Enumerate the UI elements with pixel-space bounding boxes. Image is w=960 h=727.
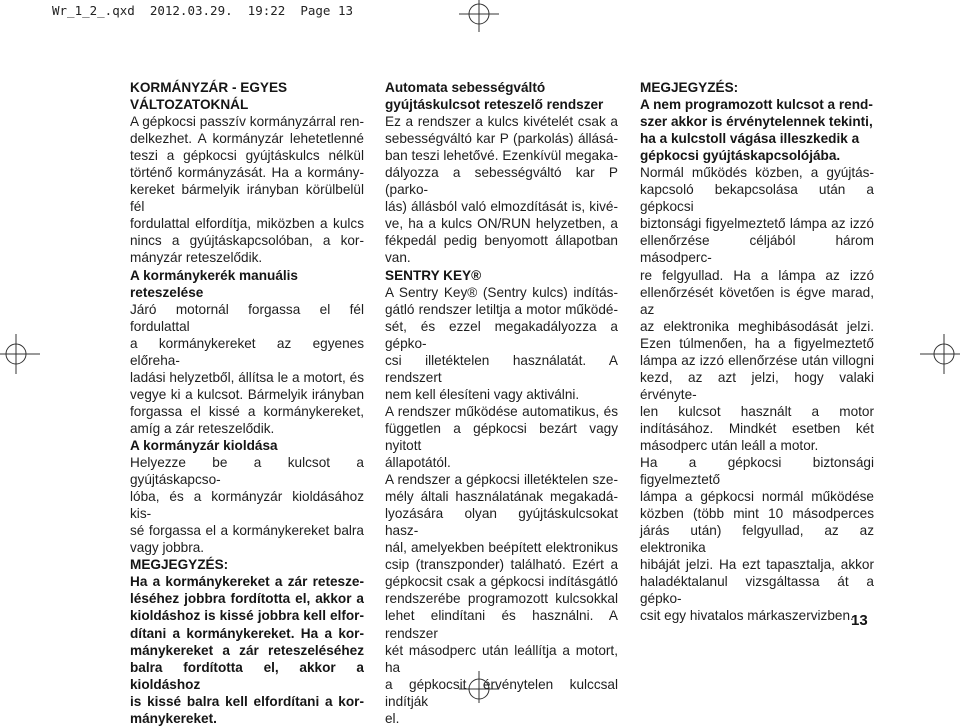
body-line: sét, és ezzel megakadályozza a gépko- <box>385 318 618 351</box>
body-line: mányzár reteszelődik. <box>130 250 263 266</box>
body-line: független a gépkocsi bezárt vagy nyitott <box>385 420 618 453</box>
body-line: a kormánykereket az egyenes előreha- <box>130 335 364 368</box>
body-line: lás) állásból való elmozdítását is, kivé- <box>385 199 618 215</box>
heading-line: balra fordította el, akkor a kioldáshoz <box>130 659 364 692</box>
body-line: közben (több mint 10 másodperces <box>640 506 874 522</box>
body-line: Járó motornál forgassa el fél fordulattal <box>130 301 364 334</box>
body-line: nem kell élesíteni vagy aktiválni. <box>385 386 580 402</box>
registration-mark-left <box>0 330 40 378</box>
heading-line: gyújtáskulcsot reteszelő rendszer <box>385 97 604 113</box>
heading-line: is kissé balra kell elfordítani a kor- <box>130 693 364 709</box>
body-line: lóba, és a kormányzár kioldásához kis- <box>130 489 364 522</box>
heading-line: MEGJEGYZÉS: <box>640 80 739 95</box>
body-line: ve, ha a kulcs ON/RUN helyzetben, a <box>385 216 618 232</box>
heading-line: A kormánykerék manuális <box>130 267 298 283</box>
body-line: Ezen túlmenően, ha a figyelmeztető <box>640 335 874 351</box>
body-line: Ez a rendszer a kulcs kivételét csak a <box>385 114 618 130</box>
body-line: lehet elindítani és használni. A rendszer <box>385 608 618 641</box>
body-line: nincs a gyújtáskapcsolóban, a kor- <box>130 233 364 249</box>
body-line: csi illetéktelen használatát. A rendszert <box>385 352 618 385</box>
heading-line: gépkocsi gyújtáskapcsolójába. <box>640 148 841 164</box>
heading-line: ha a kulcstoll vágása illeszkedik a <box>640 131 860 147</box>
body-line: csip (transzponder) található. Ezért a <box>385 557 618 573</box>
body-line: ladási helyzetből, állítsa le a motort, és <box>130 369 364 385</box>
heading-line: Ha a kormánykereket a zár retesze- <box>130 574 364 590</box>
body-line: járás után) felgyullad, az az elektronika <box>640 523 874 556</box>
body-line: lámpa az izzó ellenőrzése után villogni <box>640 352 874 368</box>
text-column-left <box>130 79 364 727</box>
body-line: A Sentry Key® (Sentry kulcs) indítás- <box>385 284 618 300</box>
body-line: rendszerébe programozott kulcsokkal <box>385 591 618 607</box>
body-line: gépkocsit csak a gépkocsi indításgátló <box>385 574 618 590</box>
body-line: fékpedál pedig benyomott állapotban <box>385 233 618 249</box>
text-column-middle <box>385 79 618 727</box>
body-line: biztonsági figyelmeztető lámpa az izzó <box>640 216 874 232</box>
body-line: dályozza a sebességváltó kar P (parko- <box>385 165 618 198</box>
body-line: vegye ki a kulcsot. Bármelyik irányban <box>130 386 364 402</box>
heading-line: MEGJEGYZÉS: <box>130 557 229 573</box>
body-line: kezd, az azt jelzi, hogy valaki érvényte- <box>640 369 874 402</box>
body-line: A rendszer működése automatikus, és <box>385 403 618 419</box>
body-line: forgassa el kissé a kormánykereket, <box>130 403 364 419</box>
body-line: Helyezze be a kulcsot a gyújtáskapcso- <box>130 455 364 488</box>
body-line: sebességváltó kar P (parkolás) állásá- <box>385 131 618 147</box>
body-line: ban teszi lehetővé. Ezenkívül megaka- <box>385 148 618 164</box>
heading-line: VÁLTOZATOKNÁL <box>130 97 249 113</box>
body-line: amíg a zár reteszelődik. <box>130 420 275 436</box>
body-line: A rendszer a gépkocsi illetéktelen sze- <box>385 472 618 488</box>
body-line: Normál működés közben, a gyújtás- <box>640 165 874 181</box>
page-number: 13 <box>851 612 868 629</box>
body-line: van. <box>385 250 411 266</box>
body-line: kapcsoló bekapcsolása után a gépkocsi <box>640 182 874 215</box>
heading-line: KORMÁNYZÁR - EGYES <box>130 80 288 95</box>
body-line: lámpa a gépkocsi normál működése <box>640 489 874 505</box>
body-line: hibáját jelzi. Ha ezt tapasztalja, akkor <box>640 557 874 573</box>
heading-line: kioldáshoz is kissé jobbra kell elfor- <box>130 608 364 624</box>
body-line: indításához. Mindkét esetben két <box>640 420 874 436</box>
body-line: vagy jobbra. <box>130 540 205 556</box>
body-line: sé forgassa el a kormánykereket balra <box>130 523 364 539</box>
body-line: haladéktalanul vizsgáltassa át a gépko- <box>640 574 874 607</box>
body-line: történő kormányzását. Ha a kormány- <box>130 165 364 181</box>
body-line: len kulcsot használt a motor <box>640 403 874 419</box>
body-line: teszi a gépkocsi gyújtáskulcs nélkül <box>130 148 364 164</box>
body-line: mély általi használatának megakadá- <box>385 489 618 505</box>
heading-line: A kormányzár kioldása <box>130 437 278 453</box>
text-column-right <box>640 79 874 625</box>
body-line: a gépkocsit érvénytelen kulccsal indítják <box>385 676 618 709</box>
body-line: lyozására olyan gyújtáskulcsokat hasz- <box>385 506 618 539</box>
heading-line: léséhez jobbra fordította el, akkor a <box>130 591 364 607</box>
registration-mark-right <box>920 330 960 378</box>
body-line: A gépkocsi passzív kormányzárral ren- <box>130 114 364 130</box>
body-line: az elektronika meghibásodását jelzi. <box>640 318 874 334</box>
heading-line: Automata sebességváltó <box>385 80 546 95</box>
registration-mark-top <box>455 0 503 32</box>
heading-line: mánykereket a zár reteszeléséhez <box>130 642 364 658</box>
heading-line: SENTRY KEY® <box>385 267 482 283</box>
heading-line: dítani a kormánykereket. Ha a kor- <box>130 625 364 641</box>
body-line: gátló rendszer letiltja a motor működé- <box>385 301 618 317</box>
body-line: el. <box>385 710 400 726</box>
body-line: ellenőrzése céljából három másodperc- <box>640 233 874 266</box>
body-line: állapotától. <box>385 455 451 471</box>
body-line: fordulattal elfordítja, miközben a kulcs <box>130 216 364 232</box>
heading-line: szer akkor is érvénytelennek tekinti, <box>640 114 873 130</box>
body-line: két másodperc után leállítja a motort, ha <box>385 642 618 675</box>
heading-line: reteszelése <box>130 284 204 300</box>
body-line: re felgyullad. Ha a lámpa az izzó <box>640 267 874 283</box>
body-line: másodperc után leáll a motor. <box>640 437 819 453</box>
body-line: Ha a gépkocsi biztonsági figyelmeztető <box>640 455 874 488</box>
body-line: ellenőrzését követően is égve marad, az <box>640 284 874 317</box>
body-line: nál, amelyekben beépített elektronikus <box>385 540 618 556</box>
body-line: kereket bármelyik irányban körülbelül fél <box>130 182 364 215</box>
body-line: delkezhet. A kormányzár lehetetlenné <box>130 131 364 147</box>
body-line: csit egy hivatalos márkaszervizben. <box>640 608 854 624</box>
heading-line: mánykereket. <box>130 710 217 726</box>
file-slug: Wr_1_2_.qxd 2012.03.29. 19:22 Page 13 <box>52 3 354 18</box>
heading-line: A nem programozott kulcsot a rend- <box>640 97 873 113</box>
